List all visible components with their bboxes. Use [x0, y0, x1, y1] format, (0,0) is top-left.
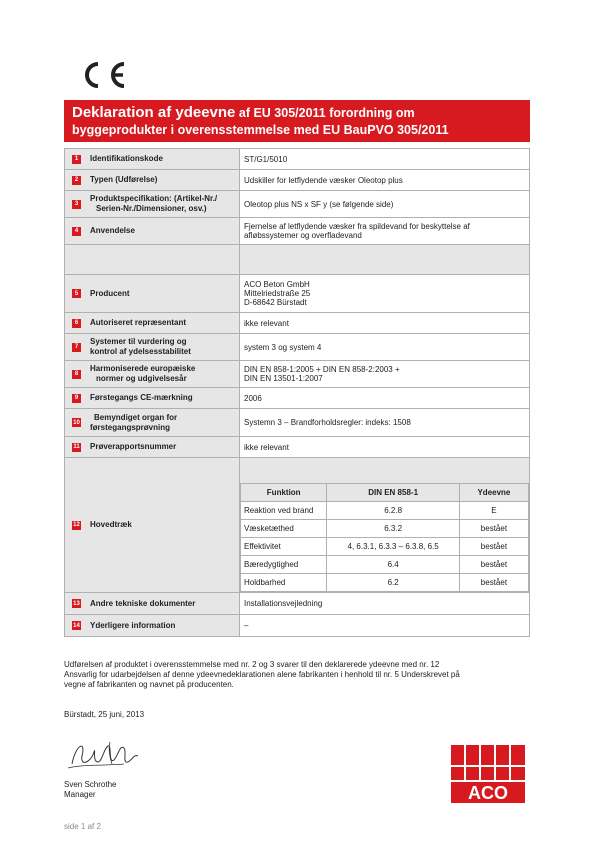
ce-mark-logo — [80, 60, 130, 90]
table-row — [65, 409, 530, 437]
page-number: side 1 af 2 — [64, 822, 101, 831]
features-header: Ydeevne — [459, 484, 528, 502]
title-banner — [64, 100, 530, 142]
row-label: Systemer til vurdering og kontrol af ydelsesstabilitet — [90, 337, 191, 356]
row-label: Identifikationskode — [90, 154, 163, 163]
row-number-badge: 14 — [73, 622, 80, 629]
table-row — [65, 191, 530, 218]
svg-text:ACO: ACO — [468, 783, 508, 803]
signer-name: Sven Schrothe — [64, 780, 117, 789]
row-value: Installationsvejledning — [240, 593, 530, 615]
row-number-badge: 10 — [73, 419, 80, 426]
signer-block — [64, 780, 116, 800]
row-value: Systemn 3 – Brandforholdsregler: indeks: 1508 — [240, 409, 530, 437]
title-line-2: byggeprodukter i overensstemmelse med EU BauPVO 305/2011 — [72, 123, 449, 137]
row-label: Førstegangs CE-mærkning — [90, 393, 193, 402]
row-label: Autoriseret repræsentant — [90, 318, 187, 327]
table-row — [65, 361, 530, 388]
table-row — [65, 149, 530, 170]
row-value: ikke relevant — [240, 437, 530, 458]
table-row — [65, 218, 530, 245]
row-number-badge: 8 — [72, 370, 81, 379]
declaration-table — [64, 148, 530, 637]
row-number-badge: 5 — [72, 289, 81, 298]
features-cell: bestået — [459, 538, 528, 556]
table-row — [65, 170, 530, 191]
row-value: ST/G1/5010 — [240, 149, 530, 170]
features-header-row — [241, 484, 529, 502]
features-row — [241, 538, 529, 556]
features-cell: Reaktion ved brand — [241, 502, 327, 520]
row-value: ikke relevant — [240, 313, 530, 334]
row-label: Prøverapportsnummer — [90, 442, 177, 451]
table-row — [65, 334, 530, 361]
row-label: Anvendelse — [90, 226, 135, 235]
table-row — [65, 593, 530, 615]
row-value: Udskiller for letflydende væsker Oleotop plus — [240, 170, 530, 191]
row-label: Harmoniserede europæiske normer og udgivelsesår — [90, 364, 196, 383]
conformity-statement: Udførelsen af produktet i overensstemmelse med nr. 2 og 3 svarer til den deklarerede ydeevne med nr. 12 Ansvarlig for udarbejdelsen af denne ydeevnedeklarationen alene fabrikanten i henhold til nr. 5 Underskrevet på vegne af fabrikanten og navnet på producenten. — [64, 660, 460, 689]
features-header: Funktion — [241, 484, 327, 502]
features-row — [241, 520, 529, 538]
features-cell: bestået — [459, 520, 528, 538]
table-row — [65, 437, 530, 458]
row-value: 2006 — [240, 388, 530, 409]
features-cell: Effektivitet — [241, 538, 327, 556]
row-value: ACO Beton GmbH Mittelriedstraße 25 D-68642 Bürstadt — [240, 275, 530, 313]
row-number-badge: 4 — [72, 227, 81, 236]
features-row — [241, 556, 529, 574]
row-number-badge: 3 — [72, 200, 81, 209]
row-label: Yderligere information — [90, 620, 176, 630]
signature — [64, 734, 144, 774]
features-cell: Væsketæthed — [241, 520, 327, 538]
features-row — [241, 502, 529, 520]
features-cell: 6.4 — [327, 556, 459, 574]
row-number-badge: 11 — [73, 444, 80, 450]
features-cell: E — [459, 502, 528, 520]
features-header: DIN EN 858-1 — [327, 484, 459, 502]
row-value: Oleotop plus NS x SF y (se følgende side) — [240, 191, 530, 218]
features-cell: bestået — [459, 574, 528, 592]
features-cell: 4, 6.3.1, 6.3.3 – 6.3.8, 6.5 — [327, 538, 459, 556]
row-number-badge: 12 — [73, 522, 80, 528]
features-cell: bestået — [459, 556, 528, 574]
row-value: DIN EN 858-1:2005 + DIN EN 858-2:2003 + DIN EN 13501-1:2007 — [240, 361, 530, 388]
row-number-badge: 6 — [72, 319, 81, 328]
features-cell: Bæredygtighed — [241, 556, 327, 574]
signer-title: Manager — [64, 790, 96, 799]
row-number-badge: 9 — [72, 394, 81, 403]
row-number-badge: 2 — [72, 176, 81, 185]
table-row — [65, 313, 530, 334]
features-cell: 6.2.8 — [327, 502, 459, 520]
row-label: Producent — [90, 288, 130, 298]
row-value: Fjernelse af letflydende væsker fra spildevand for beskyttelse af afløbssystemer og overfladevand — [240, 218, 530, 245]
table-row — [65, 388, 530, 409]
place-date: Bürstadt, 25 juni, 2013 — [64, 710, 145, 719]
row-label: Hovedtræk — [90, 520, 132, 529]
row-number-badge: 1 — [72, 155, 81, 164]
empty-row — [65, 245, 530, 275]
row-label: Typen (Udførelse) — [90, 175, 158, 184]
features-row — [241, 574, 529, 592]
row-number-badge: 7 — [72, 343, 81, 352]
table-row-main-features — [65, 458, 530, 593]
row-number-badge: 13 — [73, 600, 80, 607]
features-cell: Holdbarhed — [241, 574, 327, 592]
row-value: – — [240, 615, 530, 637]
row-value: system 3 og system 4 — [240, 334, 530, 361]
features-spacer — [240, 458, 529, 483]
title-line-1: Deklaration af ydeevne af EU 305/2011 forordning om — [72, 104, 415, 121]
features-cell: 6.2 — [327, 574, 459, 592]
row-label: Produktspecifikation: (Artikel-Nr./ Serien-Nr./Dimensioner, osv.) — [90, 194, 218, 213]
features-table — [240, 483, 529, 592]
features-cell: 6.3.2 — [327, 520, 459, 538]
table-row — [65, 615, 530, 637]
row-label: Andre tekniske dokumenter — [90, 598, 196, 608]
aco-logo — [451, 745, 525, 803]
table-row — [65, 275, 530, 313]
row-label: Bemyndiget organ for førstegangsprøvning — [90, 412, 178, 432]
